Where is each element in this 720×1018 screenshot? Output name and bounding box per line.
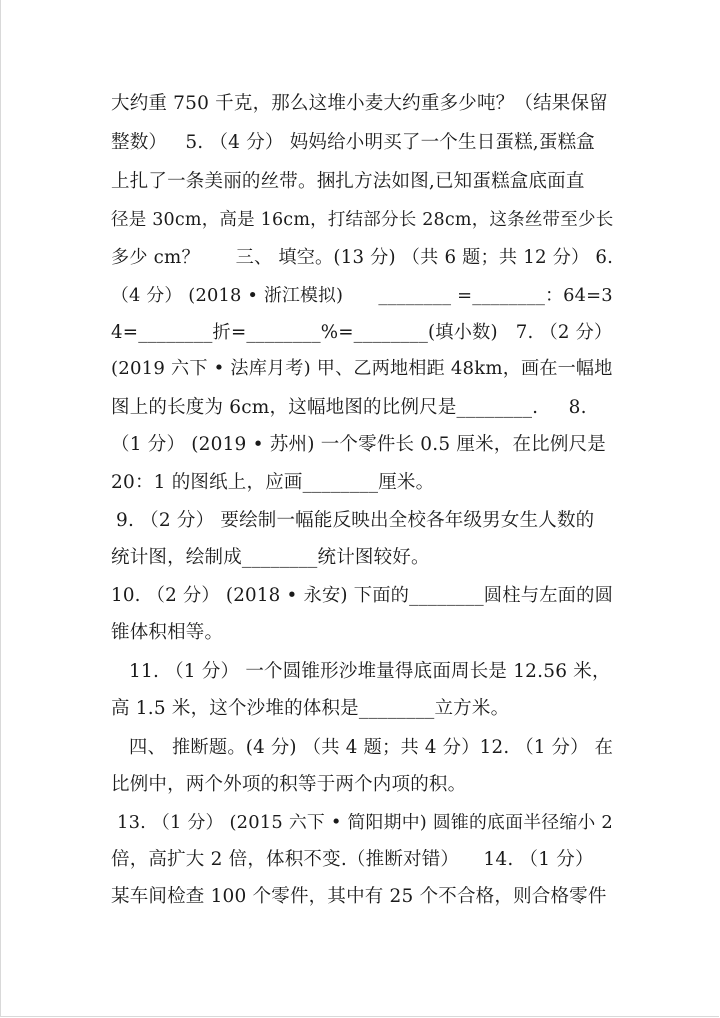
text-line: （4 分） (2018 • 浙江模拟) ________ =________：64=3 <box>111 285 613 306</box>
text-line: 20：1 的图纸上，应画________厘米。 <box>111 472 435 493</box>
text-line: 倍，高扩大 2 倍，体积不变.（推断对错） 14. （1 分） <box>111 849 594 870</box>
text-line: 大约重 750 千克，那么这堆小麦大约重多少吨？（结果保留 <box>111 93 608 114</box>
text-line: 比例中，两个外项的积等于两个内项的积。 <box>111 774 467 795</box>
text-line: 11. （1 分） 一个圆锥形沙堆量得底面周长是 12.56 米， <box>129 661 611 682</box>
text-line: 10. （2 分） (2018 • 永安) 下面的________圆柱与左面的圆 <box>111 585 614 606</box>
text-line: 锥体积相等。 <box>111 622 224 643</box>
text-line: 上扎了一条美丽的丝带。捆扎方法如图,已知蛋糕盒底面直 <box>111 171 585 192</box>
text-line: （1 分） (2019 • 苏州) 一个零件长 0.5 厘米，在比例尺是 <box>111 434 606 455</box>
text-line: 某车间检查 100 个零件，其中有 25 个不合格，则合格零件 <box>111 886 607 907</box>
text-line: 高 1.5 米，这个沙堆的体积是________立方米。 <box>111 698 510 719</box>
text-line: 4=________折=________%=________(填小数) 7. （2 分） <box>111 322 613 343</box>
text-line: 径是 30cm，高是 16cm，打结部分长 28cm，这条丝带至少长 <box>111 210 614 230</box>
text-line: 13. （1 分） (2015 六下 • 简阳期中) 圆锥的底面半径缩小 2 <box>117 812 613 833</box>
text-line: 多少 cm？ 三、 填空。(13 分) （共 6 题；共 12 分） 6. <box>111 247 614 268</box>
text-line: 整数） 5. （4 分） 妈妈给小明买了一个生日蛋糕,蛋糕盒 <box>111 132 595 153</box>
text-line: 统计图，绘制成________统计图较好。 <box>111 547 430 568</box>
text-line: 图上的长度为 6cm，这幅地图的比例尺是________. 8. <box>111 397 587 418</box>
text-line: 9. （2 分） 要绘制一幅能反映出全校各年级男女生人数的 <box>116 510 595 531</box>
text-line: (2019 六下 • 法库月考) 甲、乙两地相距 48km，画在一幅地 <box>111 358 613 379</box>
text-line: 四、 推断题。(4 分) （共 4 题；共 4 分）12. （1 分） 在 <box>129 737 614 758</box>
